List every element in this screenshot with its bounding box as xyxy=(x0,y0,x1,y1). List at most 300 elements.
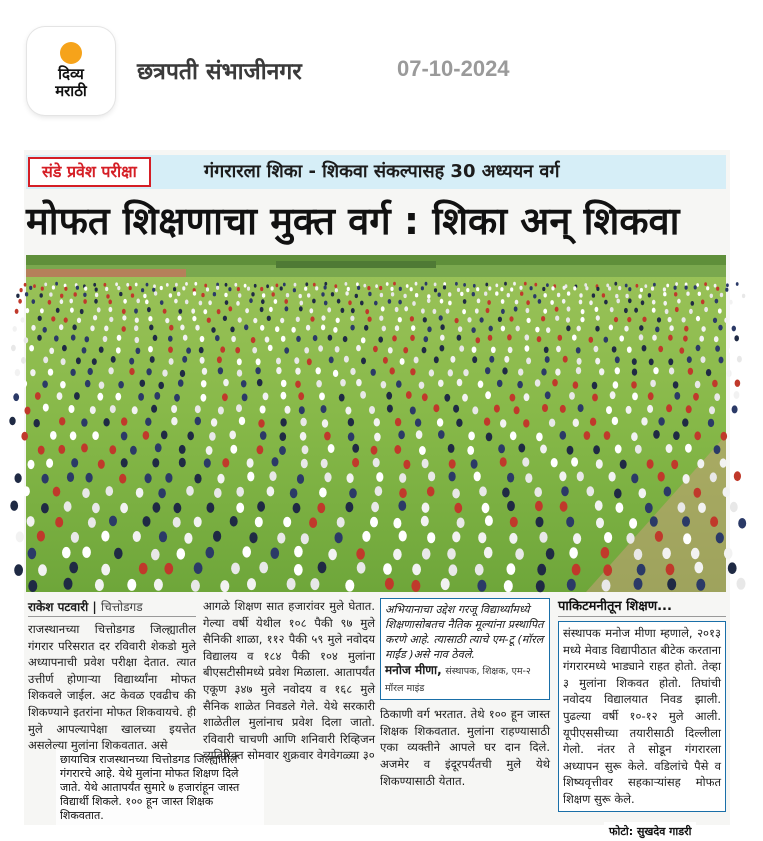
student-figure xyxy=(90,325,94,331)
student-figure xyxy=(345,282,348,286)
student-figure xyxy=(730,293,733,297)
student-figure xyxy=(97,307,101,312)
student-figure xyxy=(71,335,76,341)
student-figure xyxy=(43,357,48,364)
student-figure xyxy=(427,532,435,543)
student-figure xyxy=(723,487,731,497)
student-figure xyxy=(371,502,379,512)
student-figure xyxy=(260,307,264,312)
student-figure xyxy=(524,282,527,286)
student-figure xyxy=(299,306,303,311)
student-figure xyxy=(699,336,704,342)
student-figure xyxy=(136,299,140,304)
student-figure xyxy=(362,531,370,542)
student-figure xyxy=(545,391,551,399)
student-figure xyxy=(106,294,109,298)
student-figure xyxy=(509,533,517,544)
student-figure xyxy=(269,307,273,312)
student-figure xyxy=(513,282,516,286)
student-figure xyxy=(169,325,173,331)
student-figure xyxy=(673,431,680,440)
student-figure xyxy=(716,287,719,291)
student-figure xyxy=(378,337,383,343)
student-figure xyxy=(555,307,559,312)
student-figure xyxy=(627,347,632,353)
student-figure xyxy=(169,358,174,365)
student-figure xyxy=(403,294,406,298)
student-figure xyxy=(127,579,136,591)
student-figure xyxy=(253,318,257,323)
student-figure xyxy=(261,299,265,304)
student-figure xyxy=(64,287,67,291)
student-figure xyxy=(257,379,263,386)
student-figure xyxy=(64,578,73,590)
student-figure xyxy=(383,563,392,575)
student-figure xyxy=(533,294,536,298)
student-figure xyxy=(207,318,211,323)
student-figure xyxy=(313,335,318,341)
student-figure xyxy=(121,417,127,425)
student-figure xyxy=(668,335,673,341)
student-figure xyxy=(536,433,543,442)
student-figure xyxy=(201,293,204,297)
student-figure xyxy=(76,286,79,290)
student-figure xyxy=(106,486,114,496)
student-figure xyxy=(364,325,368,331)
student-figure xyxy=(448,444,455,453)
student-figure xyxy=(328,335,333,341)
student-figure xyxy=(83,299,87,304)
student-figure xyxy=(666,404,672,412)
student-figure xyxy=(374,301,378,306)
student-figure xyxy=(686,292,689,296)
student-figure xyxy=(81,443,88,452)
student-figure xyxy=(585,286,588,290)
student-figure xyxy=(35,392,41,400)
student-figure xyxy=(639,325,643,331)
student-figure xyxy=(671,460,678,469)
article-column-4 xyxy=(558,598,726,812)
student-figure xyxy=(519,286,522,290)
student-figure xyxy=(650,516,658,527)
student-figure xyxy=(143,516,151,527)
student-figure xyxy=(685,286,688,290)
student-figure xyxy=(662,548,671,559)
student-figure xyxy=(536,580,545,592)
student-figure xyxy=(257,501,265,511)
student-figure xyxy=(266,284,269,288)
student-figure xyxy=(300,418,306,426)
student-figure xyxy=(537,336,542,342)
student-figure xyxy=(664,487,672,497)
student-figure xyxy=(216,286,219,290)
student-figure xyxy=(726,370,731,377)
student-figure xyxy=(427,294,430,298)
student-figure xyxy=(316,380,322,387)
student-figure xyxy=(517,381,523,388)
student-figure xyxy=(701,300,705,305)
student-figure xyxy=(40,293,43,297)
student-figure xyxy=(422,548,431,559)
student-figure xyxy=(76,357,81,364)
student-figure xyxy=(536,517,544,528)
student-figure xyxy=(104,283,107,287)
student-figure xyxy=(542,404,548,412)
student-figure xyxy=(421,516,429,527)
student-figure xyxy=(129,286,132,290)
student-figure xyxy=(153,335,158,341)
student-figure xyxy=(592,293,595,297)
student-figure xyxy=(592,382,598,389)
student-figure xyxy=(211,418,217,426)
student-figure xyxy=(184,533,192,544)
student-figure xyxy=(94,299,98,304)
student-figure xyxy=(139,563,148,575)
student-figure xyxy=(304,347,309,353)
student-figure xyxy=(602,580,611,592)
student-figure xyxy=(655,327,659,333)
student-figure xyxy=(239,417,245,425)
student-figure xyxy=(301,533,309,544)
student-figure xyxy=(295,368,300,375)
student-figure xyxy=(304,287,307,291)
student-figure xyxy=(360,391,366,399)
student-figure xyxy=(453,405,459,413)
student-figure xyxy=(55,517,63,528)
student-figure xyxy=(434,356,439,363)
student-figure xyxy=(90,406,96,414)
student-figure xyxy=(99,382,105,389)
student-figure xyxy=(737,356,742,363)
student-figure xyxy=(696,345,701,351)
student-figure xyxy=(217,356,222,363)
student-figure xyxy=(277,533,285,544)
student-figure xyxy=(715,345,720,351)
student-figure xyxy=(319,393,325,401)
divya-marathi-logo[interactable] xyxy=(27,27,115,115)
student-figure xyxy=(204,284,207,288)
student-figure xyxy=(349,488,357,498)
student-figure xyxy=(285,406,291,414)
student-figure xyxy=(194,474,201,484)
student-figure xyxy=(356,282,359,286)
student-figure xyxy=(735,380,741,387)
student-figure xyxy=(276,367,281,374)
student-figure xyxy=(742,317,746,322)
student-figure xyxy=(682,317,686,322)
student-figure xyxy=(64,317,68,322)
student-figure xyxy=(677,299,681,304)
student-figure xyxy=(171,405,177,413)
student-figure xyxy=(281,336,286,342)
student-figure xyxy=(195,417,201,425)
student-figure xyxy=(322,419,328,427)
student-figure xyxy=(380,293,383,297)
strap-kicker: गंगरारला शिका - शिकवा संकल्पासह 30 अध्ययन वर्ग xyxy=(204,161,560,182)
student-figure xyxy=(119,292,122,296)
student-figure xyxy=(448,301,452,306)
student-figure xyxy=(398,501,406,511)
student-figure xyxy=(178,315,182,320)
student-figure xyxy=(61,358,66,365)
student-figure xyxy=(595,358,600,365)
student-figure xyxy=(321,292,324,296)
student-figure xyxy=(653,430,660,439)
student-figure xyxy=(440,299,444,304)
student-figure xyxy=(579,300,583,305)
student-figure xyxy=(355,294,358,298)
student-figure xyxy=(686,405,692,413)
student-figure xyxy=(476,337,481,343)
student-figure xyxy=(132,406,138,414)
student-figure xyxy=(590,418,596,426)
student-figure xyxy=(518,369,523,376)
byline-place: चित्तोडगड xyxy=(100,600,143,614)
student-figure xyxy=(604,532,612,543)
student-figure xyxy=(566,325,570,331)
student-figure xyxy=(236,503,244,513)
student-figure xyxy=(715,299,719,304)
student-figure xyxy=(34,419,40,427)
student-figure xyxy=(357,562,366,574)
student-figure xyxy=(49,348,54,354)
student-figure xyxy=(260,325,264,331)
student-figure xyxy=(40,308,44,313)
student-figure xyxy=(616,299,620,304)
student-figure xyxy=(109,317,113,322)
student-figure xyxy=(299,294,302,298)
student-figure xyxy=(444,394,450,402)
student-figure xyxy=(155,443,162,452)
student-figure xyxy=(572,335,577,341)
student-figure xyxy=(42,381,48,388)
student-figure xyxy=(154,392,160,400)
student-figure xyxy=(414,357,419,364)
student-figure xyxy=(185,300,189,305)
student-figure xyxy=(350,368,355,375)
student-figure xyxy=(321,315,325,320)
student-figure xyxy=(668,317,672,322)
student-figure xyxy=(382,326,386,332)
student-figure xyxy=(526,308,530,313)
student-figure xyxy=(136,488,144,498)
student-figure xyxy=(546,548,555,559)
student-figure xyxy=(268,345,273,351)
student-figure xyxy=(109,516,117,527)
student-figure xyxy=(691,301,695,306)
student-figure xyxy=(631,432,638,441)
student-figure xyxy=(484,292,487,296)
student-figure xyxy=(81,418,87,426)
student-figure xyxy=(602,293,605,297)
student-figure xyxy=(508,347,513,353)
student-figure xyxy=(562,299,566,304)
student-figure xyxy=(399,531,407,542)
student-figure xyxy=(626,406,632,414)
student-figure xyxy=(287,578,296,590)
student-figure xyxy=(244,284,247,288)
student-figure xyxy=(415,282,418,286)
student-figure xyxy=(398,430,405,439)
student-figure xyxy=(683,336,688,342)
student-figure xyxy=(159,531,167,542)
student-figure xyxy=(199,301,203,306)
student-figure xyxy=(701,326,705,332)
student-figure xyxy=(260,406,266,414)
student-figure xyxy=(479,486,487,496)
student-figure xyxy=(477,299,481,304)
student-figure xyxy=(669,367,674,374)
student-figure xyxy=(318,345,323,351)
student-figure xyxy=(396,380,402,387)
student-figure xyxy=(440,345,445,351)
student-figure xyxy=(648,293,651,297)
student-figure xyxy=(386,392,392,400)
student-figure xyxy=(734,391,740,399)
student-figure xyxy=(97,393,103,401)
student-figure xyxy=(56,308,60,313)
student-figure xyxy=(502,367,507,374)
photo-credit: फोटो: सुखदेव गाडरी xyxy=(604,822,696,841)
student-figure xyxy=(241,380,247,387)
student-figure xyxy=(160,300,164,305)
student-figure xyxy=(280,432,287,441)
student-figure xyxy=(720,458,727,467)
student-figure xyxy=(371,369,376,376)
student-figure xyxy=(631,474,638,484)
student-figure xyxy=(498,317,502,322)
student-figure xyxy=(410,287,413,291)
student-figure xyxy=(653,283,656,287)
student-figure xyxy=(618,286,621,290)
student-figure xyxy=(674,392,680,400)
student-figure xyxy=(658,346,663,352)
student-figure xyxy=(732,309,736,314)
student-figure xyxy=(88,368,93,375)
student-figure xyxy=(522,457,529,466)
student-figure xyxy=(192,316,196,321)
student-figure xyxy=(636,284,639,288)
student-figure xyxy=(555,316,559,321)
student-figure xyxy=(116,347,121,353)
student-figure xyxy=(573,533,581,544)
student-figure xyxy=(235,347,240,353)
student-figure xyxy=(21,357,26,364)
student-figure xyxy=(25,308,29,313)
student-figure xyxy=(164,563,173,575)
student-figure xyxy=(629,518,637,529)
student-figure xyxy=(24,283,27,287)
student-figure xyxy=(365,309,369,314)
student-figure xyxy=(652,300,656,305)
student-figure xyxy=(92,358,97,365)
student-figure xyxy=(254,284,257,288)
student-figure xyxy=(416,430,423,439)
student-figure xyxy=(738,518,746,529)
student-figure xyxy=(206,287,209,291)
student-figure xyxy=(297,474,304,484)
student-figure xyxy=(419,382,425,389)
student-figure xyxy=(134,308,138,313)
student-figure xyxy=(256,358,261,365)
student-figure xyxy=(398,300,402,305)
student-figure xyxy=(165,473,172,483)
student-figure xyxy=(83,293,86,297)
student-figure xyxy=(698,292,701,296)
student-figure xyxy=(345,580,354,592)
student-figure xyxy=(344,356,349,363)
student-figure xyxy=(131,293,134,297)
student-figure xyxy=(296,336,301,342)
student-figure xyxy=(84,287,87,291)
student-figure xyxy=(119,474,126,484)
student-figure xyxy=(422,347,427,353)
student-figure xyxy=(117,335,122,341)
student-figure xyxy=(179,445,186,454)
student-figure xyxy=(335,346,340,352)
student-figure xyxy=(225,283,228,287)
student-figure xyxy=(315,286,318,290)
student-figure xyxy=(280,318,284,323)
student-figure xyxy=(206,446,213,455)
student-figure xyxy=(121,432,128,441)
student-figure xyxy=(462,394,468,402)
student-figure xyxy=(580,317,584,322)
student-figure xyxy=(260,287,263,291)
student-figure xyxy=(305,282,308,286)
student-figure xyxy=(500,457,507,466)
student-figure xyxy=(351,308,355,313)
student-figure xyxy=(689,309,693,314)
student-figure xyxy=(567,579,576,591)
student-figure xyxy=(736,282,739,286)
student-figure xyxy=(706,369,711,376)
student-figure xyxy=(348,300,352,305)
student-figure xyxy=(293,503,301,513)
student-figure xyxy=(324,432,331,441)
student-figure xyxy=(525,334,530,340)
student-figure xyxy=(154,291,157,295)
student-figure xyxy=(20,288,23,292)
student-figure xyxy=(231,336,236,342)
student-figure xyxy=(52,285,55,289)
student-figure xyxy=(301,459,308,468)
student-figure xyxy=(573,286,576,290)
student-figure xyxy=(694,488,702,498)
student-figure xyxy=(28,460,35,469)
student-figure xyxy=(393,518,401,529)
student-figure xyxy=(645,503,653,513)
founder-quote-box xyxy=(380,598,550,700)
student-figure xyxy=(410,316,414,321)
student-figure xyxy=(237,287,240,291)
student-figure xyxy=(395,418,401,426)
edition-date: 07-10-2024 xyxy=(397,56,510,81)
student-figure xyxy=(535,379,541,386)
student-figure xyxy=(560,405,566,413)
app-header xyxy=(0,0,763,132)
student-figure xyxy=(448,292,451,296)
student-figure xyxy=(373,458,380,467)
student-figure xyxy=(25,407,31,415)
student-figure xyxy=(510,431,517,440)
student-figure xyxy=(457,288,460,292)
student-figure xyxy=(168,347,173,353)
student-figure xyxy=(520,292,523,296)
student-figure xyxy=(534,487,542,497)
student-figure xyxy=(110,405,116,413)
student-figure xyxy=(21,317,25,322)
